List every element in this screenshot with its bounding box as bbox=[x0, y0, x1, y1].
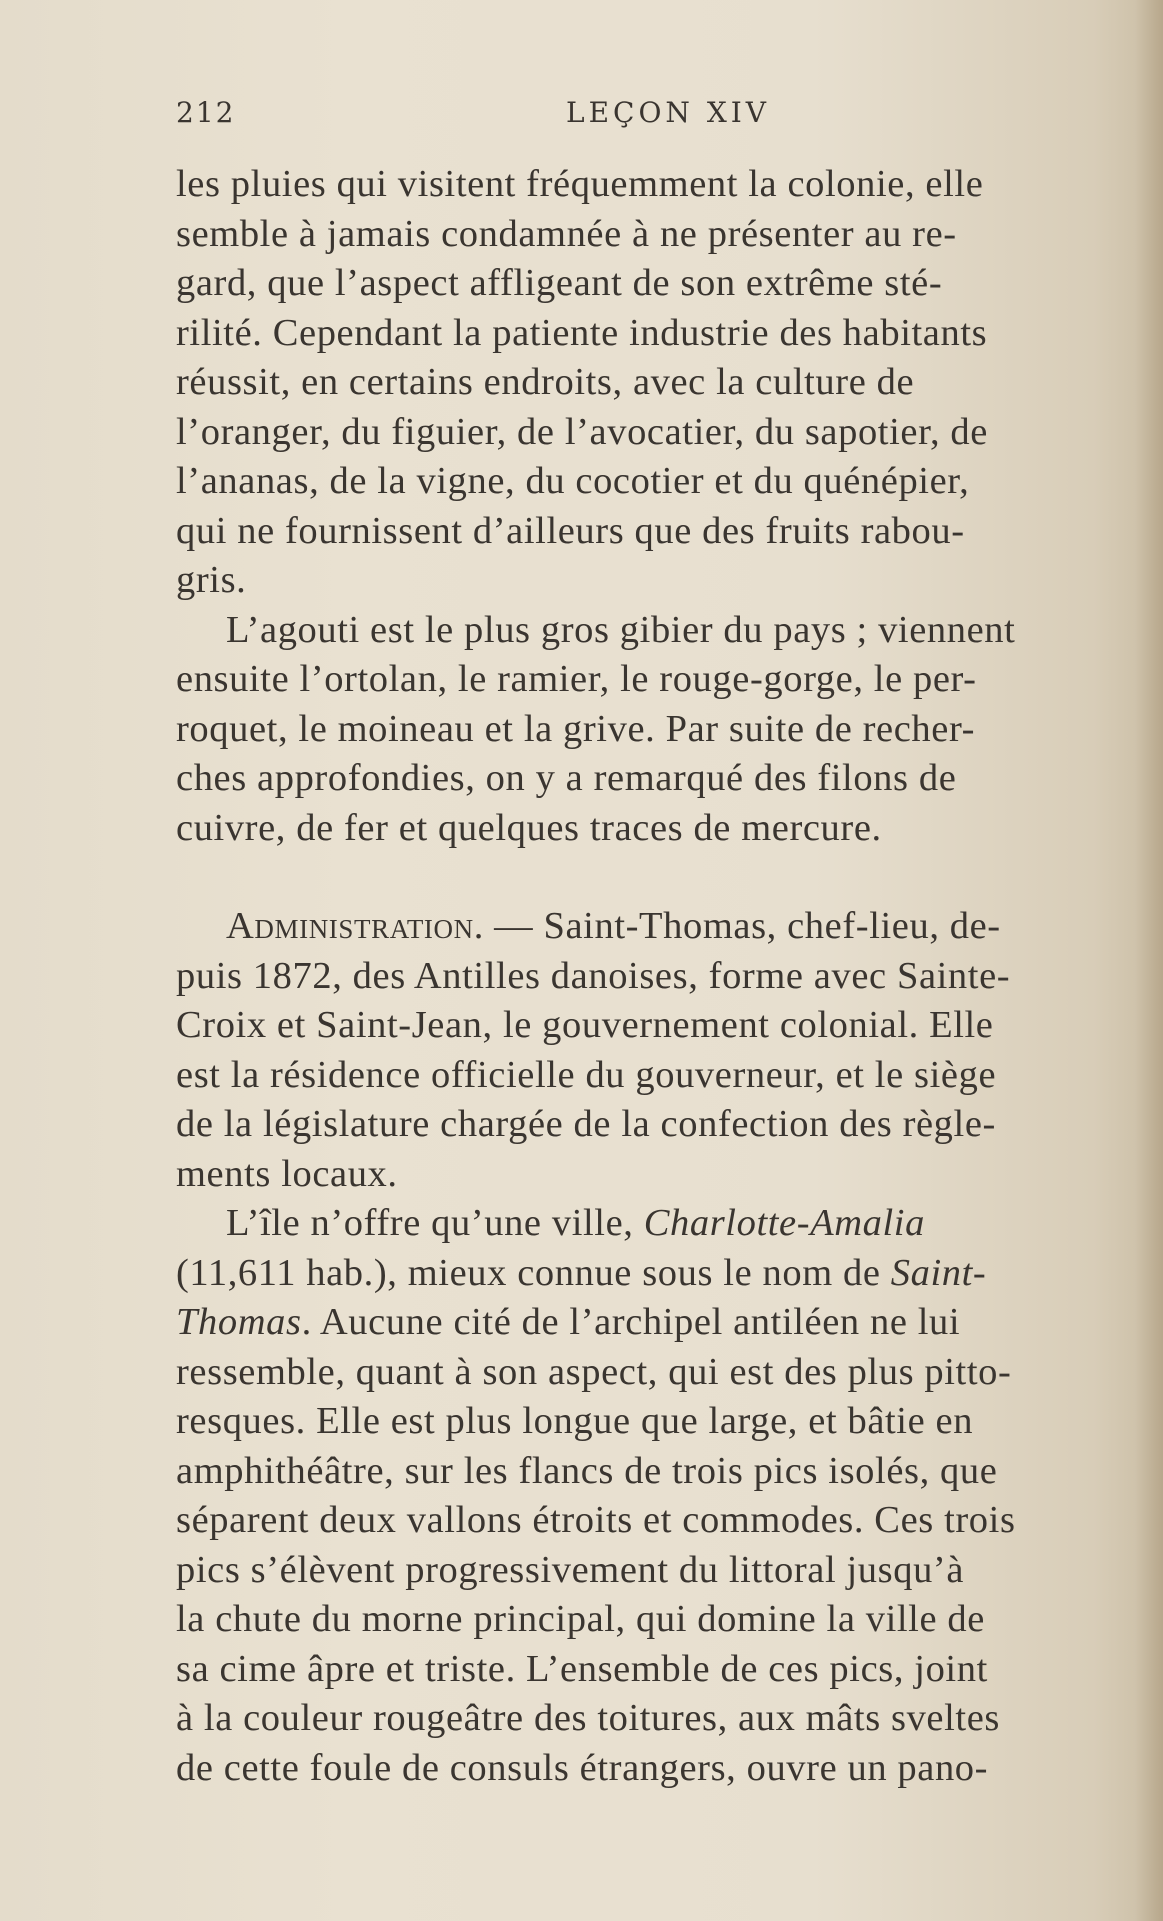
text-segment: (11,611 hab.), mieux connue sous le nom de bbox=[176, 1251, 891, 1294]
section-gap bbox=[176, 853, 1163, 902]
text-line: ressemble, quant à son aspect, qui est des plus pitto- bbox=[176, 1350, 1012, 1393]
text-line: les pluies qui visitent fréquemment la colonie, elle bbox=[176, 163, 984, 205]
body-text bbox=[176, 160, 1163, 1793]
running-head: LEÇON XIV bbox=[566, 96, 771, 129]
text-line: est la résidence officielle du gouverneur, et le siège bbox=[176, 1053, 997, 1096]
text-line: ches approfondies, on y a remarqué des filons de bbox=[176, 757, 957, 799]
paragraph-climate bbox=[176, 160, 1163, 606]
text-line: roquet, le moineau et la grive. Par suite de recher- bbox=[176, 707, 976, 750]
text-segment: — Saint-Thomas, chef-lieu, de- bbox=[483, 905, 1001, 947]
text-line: cuivre, de fer et quelques traces de mercure. bbox=[176, 806, 882, 849]
text-line: à la couleur rougeâtre des toitures, aux mâts sveltes bbox=[176, 1697, 1000, 1739]
text-line: resques. Elle est plus longue que large, et bâtie en bbox=[176, 1400, 974, 1442]
text-line: gard, que l’aspect affligeant de son extrême sté- bbox=[176, 262, 943, 304]
text-line: semble à jamais condamnée à ne présenter au re- bbox=[176, 212, 957, 255]
text-line: l’ananas, de la vigne, du cocotier et du quénépier, bbox=[176, 460, 970, 502]
text-line: L’agouti est le plus gros gibier du pays ; viennent bbox=[226, 608, 1016, 651]
text-line bbox=[176, 1199, 1163, 1249]
text-line: sa cime âpre et triste. L’ensemble de ces pics, joint bbox=[176, 1647, 988, 1690]
text-line: rilité. Cependant la patiente industrie des habitants bbox=[176, 311, 988, 354]
text-line bbox=[176, 1249, 1163, 1299]
paragraph-town bbox=[176, 1199, 1163, 1793]
page-header bbox=[176, 96, 956, 136]
text-segment: . Aucune cité de l’archipel antiléen ne lui bbox=[301, 1301, 961, 1343]
paragraph-administration bbox=[176, 902, 1163, 1199]
text-line: Croix et Saint-Jean, le gouvernement colonial. Elle bbox=[176, 1004, 994, 1046]
text-line: gris. bbox=[176, 559, 247, 601]
text-line: puis 1872, des Antilles danoises, forme avec Sainte- bbox=[176, 954, 1011, 997]
paragraph-fauna bbox=[176, 606, 1163, 854]
text-line bbox=[176, 1298, 1163, 1348]
place-name: Charlotte-Amalia bbox=[643, 1202, 925, 1244]
text-line: réussit, en certains endroits, avec la culture de bbox=[176, 361, 915, 403]
text-line: qui ne fournissent d’ailleurs que des fruits rabou- bbox=[176, 509, 965, 552]
text-line: ensuite l’ortolan, le ramier, le rouge-gorge, le per- bbox=[176, 658, 977, 700]
text-line: amphithéâtre, sur les flancs de trois pics isolés, que bbox=[176, 1449, 998, 1492]
text-line bbox=[176, 902, 1163, 952]
text-line: séparent deux vallons étroits et commodes. Ces trois bbox=[176, 1499, 1016, 1541]
place-name: Saint- bbox=[890, 1251, 987, 1294]
text-segment: L’île n’offre qu’une ville, bbox=[226, 1202, 644, 1244]
text-line: de cette foule de consuls étrangers, ouvre un pano- bbox=[176, 1746, 989, 1789]
text-line: la chute du morne principal, qui domine la ville de bbox=[176, 1598, 985, 1640]
page-number: 212 bbox=[176, 96, 236, 129]
text-line: pics s’élèvent progressivement du littoral jusqu’à bbox=[176, 1548, 965, 1591]
section-heading: Administration. bbox=[226, 905, 484, 947]
text-line: de la législature chargée de la confection des règle- bbox=[176, 1103, 996, 1145]
text-line: l’oranger, du figuier, de l’avocatier, du sapotier, de bbox=[176, 410, 988, 453]
place-name: Thomas bbox=[176, 1301, 302, 1343]
text-line: ments locaux. bbox=[176, 1152, 398, 1195]
